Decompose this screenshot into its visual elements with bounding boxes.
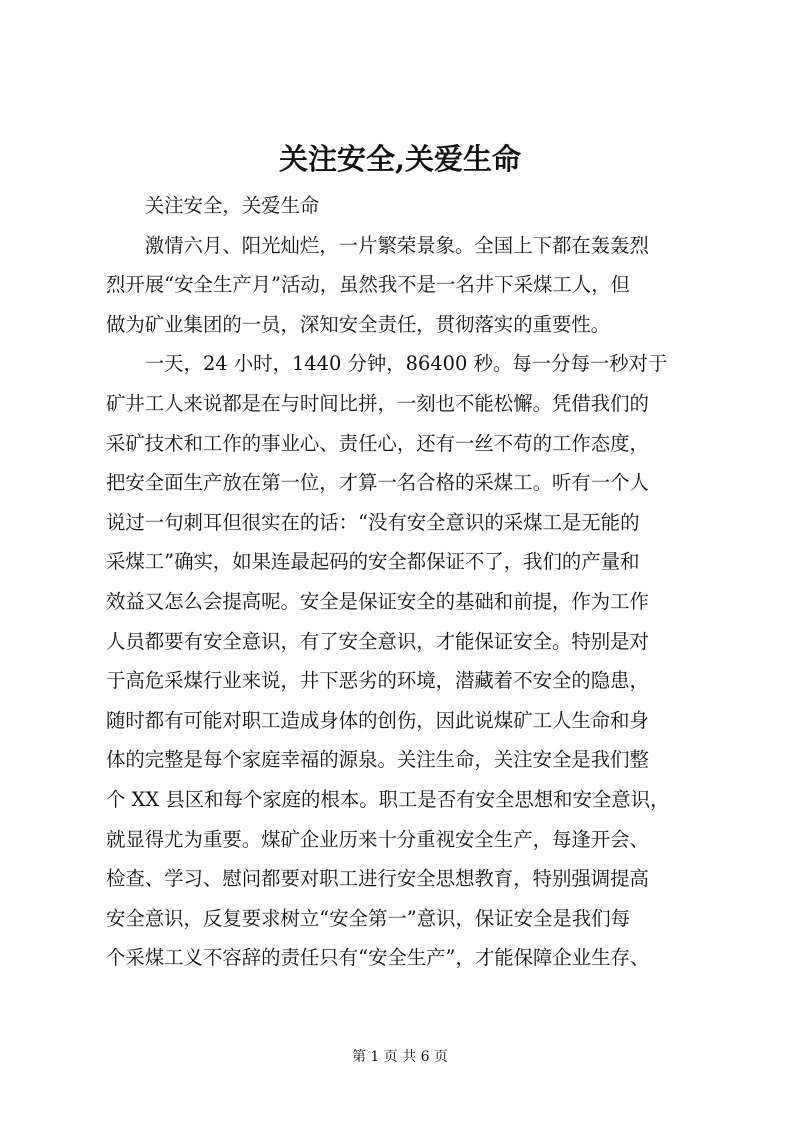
body-line: 个采煤工义不容辞的责任只有“安全生产”，才能保障企业生存、 <box>106 946 650 970</box>
body-line: 采矿技术和工作的事业心、责任心，还有一丝不苟的工作态度， <box>106 431 649 455</box>
body-line: 就显得尤为重要。煤矿企业历来十分重视安全生产，每逢开会、 <box>106 827 649 851</box>
body-line: 人员都要有安全意识，有了安全意识，才能保证安全。特别是对 <box>106 629 649 653</box>
body-line: 烈开展“安全生产月”活动，虽然我不是一名井下采煤工人，但 <box>106 273 630 297</box>
body-line: 效益又怎么会提高呢。安全是保证安全的基础和前提，作为工作 <box>106 589 649 613</box>
body-line: 于高危采煤行业来说，井下恶劣的环境，潜藏着不安全的隐患， <box>106 669 649 693</box>
body-line: 激情六月、阳光灿烂，一片繁荣景象。全国上下都在轰轰烈 <box>106 233 649 257</box>
body-line: 说过一句刺耳但很实在的话：“没有安全意识的采煤工是无能的 <box>106 510 640 534</box>
body-line: 采煤工”确实，如果连最起码的安全都保证不了，我们的产量和 <box>106 550 640 574</box>
body-line: 做为矿业集团的一员，深知安全责任，贯彻落实的重要性。 <box>106 312 611 336</box>
body-line: 矿井工人来说都是在与时间比拼，一刻也不能松懈。凭借我们的 <box>106 391 649 415</box>
body-line: 随时都有可能对职工造成身体的创伤，因此说煤矿工人生命和身 <box>106 708 649 732</box>
body-line: 把安全面生产放在第一位，才算一名合格的采煤工。听有一个人 <box>106 471 649 495</box>
document-body <box>106 186 702 978</box>
document-title: 关注安全,关爱生命 <box>278 142 522 176</box>
body-line: 检查、学习、慰问都要对职工进行安全思想教育，特别强调提高 <box>106 867 649 891</box>
body-line: 一天，24 小时，1440 分钟，86400 秒。每一分每一秒对于 <box>106 352 668 376</box>
page-number: 第 1 页 共 6 页 <box>351 1049 449 1065</box>
body-line: 体的完整是每个家庭幸福的源泉。关注生命，关注安全是我们整 <box>106 748 649 772</box>
body-line: 个 XX 县区和每个家庭的根本。职工是否有安全思想和安全意识， <box>106 787 670 811</box>
body-line: 安全意识，反复要求树立“安全第一”意识，保证安全是我们每 <box>106 906 630 930</box>
body-line: 关注安全，关爱生命 <box>106 194 320 217</box>
